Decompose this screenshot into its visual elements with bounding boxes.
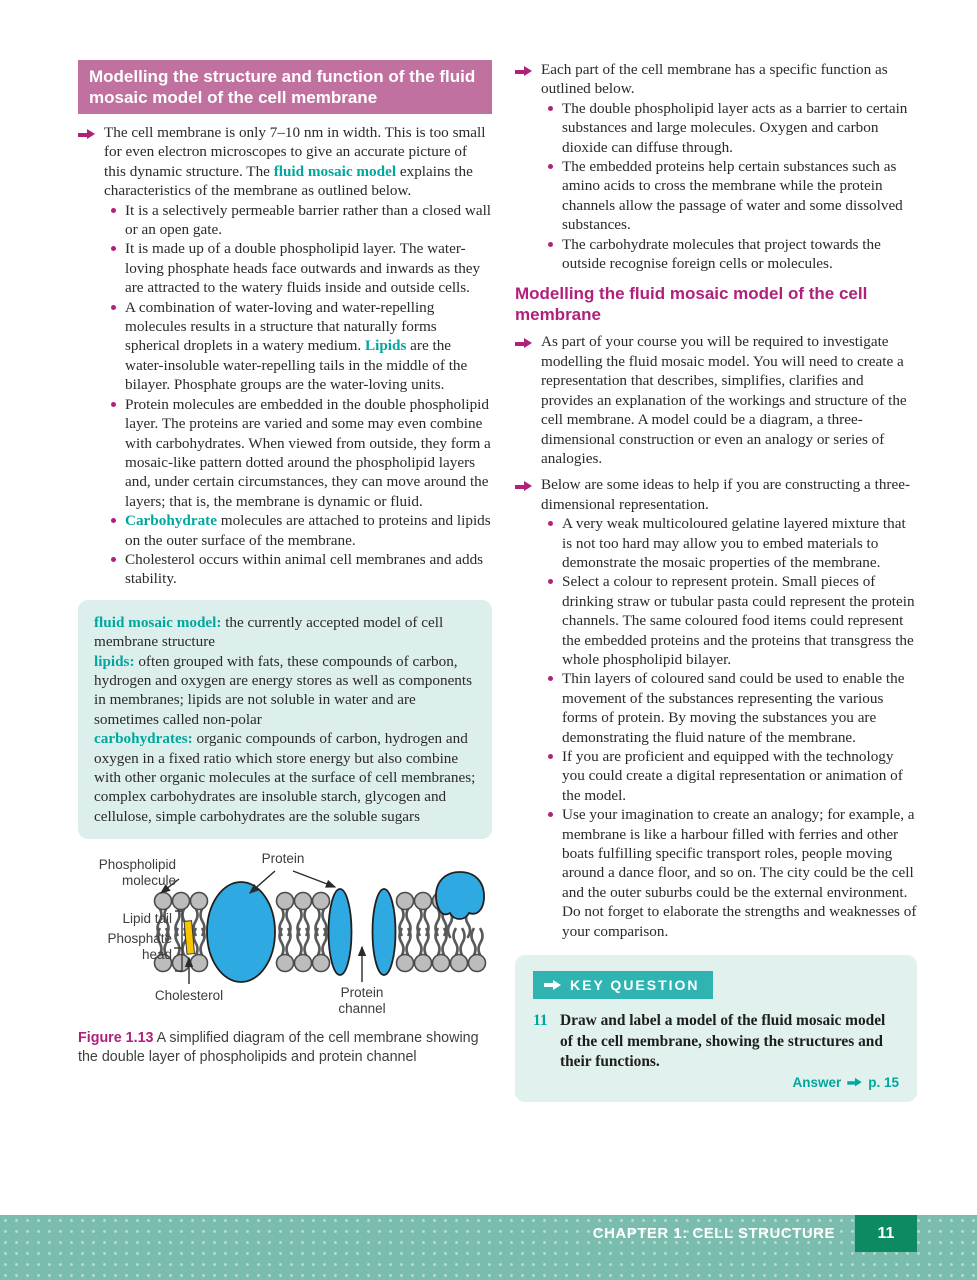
section-header: Modelling the structure and function of the fluid mosaic model of the cell membrane [78,60,492,114]
question-11 [533,1011,899,1073]
protein-channel-wall-left [329,889,352,975]
term-lipids: Lipids [364,337,407,355]
arrow-paragraph-ideas [515,475,917,941]
ideas-bullet-list [541,514,917,941]
key-question-banner-label: KEY QUESTION [570,977,700,994]
arrow-paragraph-membrane [78,123,492,589]
functions-bullet-list [541,99,917,274]
arrow-paragraph-modelling [515,332,917,468]
bullet-icon [111,518,116,523]
answer-reference [533,1075,899,1090]
list-item: Cholesterol occurs within animal cell membranes and adds stability. [104,550,492,589]
figure-caption: Figure 1.13 A simplified diagram of the cell membrane showing the double layer of phospholipids and protein channel [78,1030,479,1065]
bullet-icon [548,521,553,526]
question-number: 11 [533,1012,548,1030]
chapter-title: CHAPTER 1: CELL STRUCTURE [592,1225,835,1242]
bullet-icon [548,676,553,681]
embedded-protein-shape [207,882,275,982]
question-text: Draw and label a model of the fluid mosaic model of the cell membrane, showing the structures and their functions. [560,1012,886,1071]
list-item: The embedded proteins help certain substances such as amino acids to cross the membrane while the protein channels allow the passage of water and some dissolved substances. [541,157,917,235]
bullet-icon [548,754,553,759]
subsection-heading: Modelling the fluid mosaic model of the cell membrane [515,284,868,325]
bullet-icon [111,402,116,407]
answer-label: Answer [792,1074,842,1090]
bullet-icon [548,579,553,584]
label-phosphate-head: Phosphate head [107,931,172,962]
bullet-icon [548,812,553,817]
intro-paragraph: The cell membrane is only 7–10 nm in width. This is too small for even electron microscopes to give an accurate picture of this dynamic structure. The fluid mosaic model explains the characteristics of the membrane as outlined below. [104,124,486,200]
paragraph-arrow-icon [515,66,532,77]
list-item: The carbohydrate molecules that project towards the outside recognise foreign cells or molecules. [541,235,917,274]
right-column [515,60,917,1102]
bullet-icon [111,557,116,562]
answer-arrow-icon [848,1077,862,1086]
list-item: It is made up of a double phospholipid layer. The water-loving phosphate heads face outwards and inwards as they are attracted to the watery fluids inside and outside cells. [104,239,492,297]
label-lipid-tail: Lipid tail [122,911,172,927]
paragraph-arrow-icon [515,338,532,349]
glossary-entry: lipids: often grouped with fats, these compounds of carbon, hydrogen and oxygen are energy stores as well as components in membranes; lipids are not soluble in water and are sometimes called non-polar [94,652,473,728]
figure-1-13-cell-membrane-diagram [78,851,492,1023]
paragraph: Each part of the cell membrane has a specific function as outlined below. [541,61,888,98]
list-item: It is a selectively permeable barrier rather than a closed wall or an open gate. [104,201,492,240]
surface-protein-shape [436,872,484,919]
bullet-icon [111,208,116,213]
protein-channel-wall-right [373,889,396,975]
page-number: 11 [855,1215,917,1252]
membrane-bullet-list [104,201,492,589]
list-item: The double phospholipid layer acts as a barrier to certain substances and large molecules. Oxygen and carbon dioxide can diffuse through. [541,99,917,157]
list-item: Carbohydrate molecules are attached to proteins and lipids on the outer surface of the membrane. [104,511,492,550]
label-protein: Protein [261,851,305,867]
bullet-icon [548,242,553,247]
glossary-entry: carbohydrates: organic compounds of carbon, hydrogen and oxygen in a fixed ratio which store energy but also combine with other organic molecules at the surface of cell membranes; complex carbohydrates are insoluble starch, glycogen and cellulose, simple carbohydrates are the soluble sugars [94,730,476,825]
paragraph: Below are some ideas to help if you are constructing a three-dimensional representation. [541,476,911,513]
bullet-icon [548,164,553,169]
arrow-paragraph-functions [515,60,917,273]
key-question-arrow-icon [544,980,561,991]
answer-page-ref: p. 15 [868,1074,899,1090]
bullet-icon [548,106,553,111]
label-cholesterol: Cholesterol [154,988,224,1004]
footer-band [0,1215,977,1280]
bullet-icon [111,246,116,251]
term-fluid-mosaic-model: fluid mosaic model [273,162,397,180]
list-item: Select a colour to represent protein. Small pieces of drinking straw or tubular pasta could represent the protein channels. The same coloured food items could represent the embedded proteins and the proteins that transgress the whole phospholipid bilayer. [541,572,917,669]
key-question-panel [515,955,917,1102]
list-item: A very weak multicoloured gelatine layered mixture that is not too hard may allow you to embed materials to demonstrate the mosaic properties of the membrane. [541,514,917,572]
label-protein-channel: Protein channel [338,985,386,1016]
paragraph: As part of your course you will be required to investigate modelling the fluid mosaic model. You will need to create a representation that describes, simplifies, clarifies and provides an explanation of the workings and structure of the cell membrane. A model could be a diagram, a three-dimensional construction or even an analogy or series of analogies. [541,333,907,467]
label-phospholipid-molecule: Phospholipid molecule [98,857,176,888]
left-column [78,60,492,1066]
list-item: Protein molecules are embedded in the double phospholipid layer. The proteins are varied and some may even combine with carbohydrates. When viewed from outside, they form a mosaic-like pattern dotted around the phospholipid layers and, under certain circumstances, they can move around the layers; that is, the membrane is dynamic or fluid. [104,395,492,511]
list-item: Thin layers of coloured sand could be used to enable the movement of the substances representing the various forms of protein. By moving the substances you are demonstrating the fluid nature of the membrane. [541,669,917,747]
list-item: A combination of water-loving and water-repelling molecules results in a structure that naturally forms spherical droplets in a watery medium. Lipids are the water-insoluble water-repelling tails in the middle of the bilayer. Phosphate groups are the water-loving units. [104,298,492,395]
key-question-banner [533,971,713,999]
glossary-entry: fluid mosaic model: the currently accepted model of cell membrane structure [94,613,444,651]
term-carbohydrate: Carbohydrate [125,512,217,530]
bullet-icon [111,305,116,310]
list-item: If you are proficient and equipped with the technology you could create a digital representation or animation of the model. [541,747,917,805]
paragraph-arrow-icon [515,481,532,492]
glossary-box [78,600,492,839]
paragraph-arrow-icon [78,129,95,140]
list-item: Use your imagination to create an analogy; for example, a membrane is like a harbour filled with ferries and other boats fulfilling specific transport roles, people moving around a dance floor, and so on. The city could be the cell and the outer suburbs could be the external environment. Do not forget to elaborate the strengths and weaknesses of your comparison. [541,805,917,941]
